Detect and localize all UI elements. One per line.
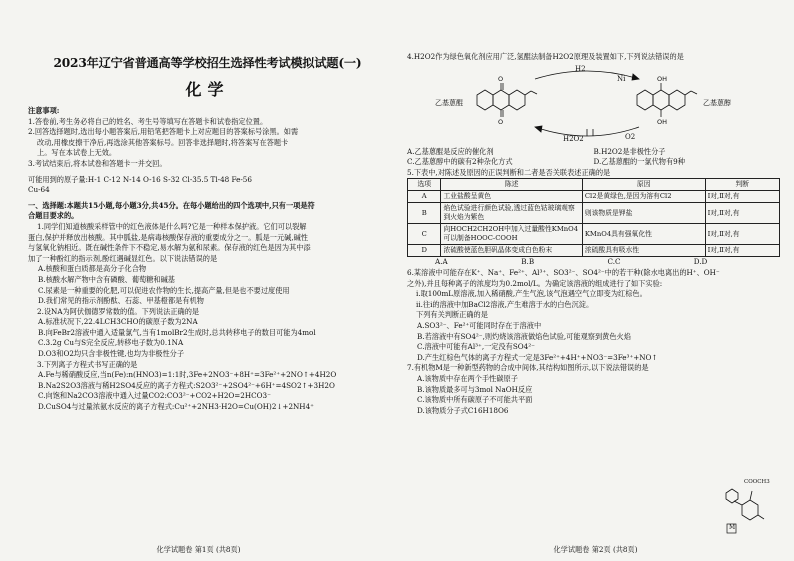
q6-stem: 6.某溶液中可能存在K⁺、Na⁺、Fe²⁺、Al³⁺、SO3²⁻、SO4²⁻中的若干种(除水电离出的H⁺、OH⁻ [407, 267, 720, 277]
q2-option-d: D.O3和O2均只含非极性键,也均为非极性分子 [38, 349, 185, 359]
q2-stem: 2.设NA为阿伏伽德罗常数的值。下列说法正确的是 [37, 306, 200, 316]
notice-line: 2.回答选择题时,选出每小题答案后,用铅笔把答题卡上对应题目的答案标号涂黑。如需 [28, 127, 299, 137]
q5-choice-c: C.C [607, 257, 621, 267]
q4-option-d: D.乙基蒽醌的一氯代物有9种 [593, 157, 685, 167]
q4-option-a: A.乙基蒽醌是反应的催化剂 [407, 146, 494, 156]
table-cell: Ⅰ对,Ⅱ对,有 [705, 224, 779, 245]
q7-option-c: C.该物质中所有碳原子不可能共平面 [417, 395, 533, 405]
q5-choice-b: B.B [521, 257, 535, 267]
table-header-row [408, 179, 780, 191]
svg-text:O: O [498, 74, 504, 83]
q6-stem: 之外),并且每种离子的浓度均为0.2mol/L。为确定该溶液的组成进行了如下实验: [407, 278, 663, 288]
table-cell: A [408, 191, 441, 203]
molecule-m-structure [722, 477, 778, 537]
table-cell: D [408, 245, 441, 257]
exam-title: 2023年辽宁省普通高等学校招生选择性考试模拟试题(一) [53, 56, 362, 70]
q2-option-b: B.向FeBr2溶液中通入适量氯气,当有1molBr2生成时,总共转移电子的数目可能为4mol [38, 327, 316, 337]
q1-option-b: B.核酸水解产物中含有磷酸、葡萄糖和碱基 [38, 274, 175, 284]
q1-stem: 蛋白,保护并释放出核酸。其中胍盐,是病毒核酸保存液的重要成分之一。胍是一元碱,碱性 [28, 232, 308, 242]
page-right [397, 0, 794, 561]
table-cell: B [408, 203, 441, 224]
table-row [408, 203, 780, 224]
struct-label-ester: COOCH3 [744, 479, 770, 485]
table-cell: 工业盐酸呈黄色 [441, 191, 582, 203]
table-header: 选项 [408, 179, 441, 191]
section-heading-cont: 合题目要求的。 [28, 211, 79, 221]
q5-stem: 5.下表中,对陈述及原因的正误判断和二者是否关联表述正确的是 [407, 167, 611, 177]
reaction-scheme [407, 65, 780, 145]
q1-option-d: D.我们常见的指示剂酚酞、石蕊、甲基橙都是有机物 [38, 296, 204, 306]
table-cell: 则该物质是钾盐 [582, 203, 705, 224]
notice-line: 3.考试结束后,将本试卷和答题卡一并交回。 [28, 158, 167, 168]
table-cell: Ⅰ对,Ⅱ对,有 [705, 203, 779, 224]
table-header: 判断 [705, 179, 779, 191]
subject-title: 化学 [185, 80, 230, 99]
q6-option-b: B.若溶液中有SO4²⁻,则灼烧该溶液做焰色试验,可能观察到黄色火焰 [417, 331, 631, 341]
q6-option-a: A.SO3²⁻、Fe²⁺可能同时存在于溶液中 [417, 320, 542, 330]
table-row [408, 191, 780, 203]
struct-label-m: M [729, 524, 736, 531]
q2-option-c: C.3.2g Cu与S完全反应,转移电子数为0.1NA [38, 338, 184, 348]
q4-stem: 4.H2O2作为绿色氧化剂应用广泛,氢醌法制备H2O2原理及装置如下,下列说法错误的是 [407, 52, 684, 61]
notice-line: 1.答卷前,考生务必将自己的姓名、考生号等填写在答题卡和试卷指定位置。 [28, 116, 268, 126]
q6-experiment-2: ⅱ.往ⅰ的溶液中加BaCl2溶液,产生难溶于水的白色沉淀。 [416, 299, 594, 309]
table-cell: Cl2是黄绿色,是因为溶有Cl2 [582, 191, 705, 203]
q5-choice-a: A.A [435, 257, 448, 267]
table-cell: 浓硫酸具有吸水性 [582, 245, 705, 257]
catalyst-ni: Ni [617, 74, 626, 83]
table-row [408, 245, 780, 257]
table-cell: 向HOCH2CH2OH中加入过量酸性KMnO4可以制备HOOC-COOH [441, 224, 582, 245]
q3-option-a: A.Fe与稀硝酸反应,当n(Fe):n(HNO3)=1:1时,3Fe+2NO3⁻+8H⁺=3Fe²⁺+2NO↑+4H2O [38, 370, 337, 380]
q3-option-b: B.Na2S2O3溶液与稀H2SO4反应的离子方程式:S2O3²⁻+2SO4²⁻+6H⁺=4SO2↑+3H2O [38, 380, 335, 390]
q3-option-d: D.CuSO4与过量浓氨水反应的离子方程式:Cu²⁺+2NH3·H2O=Cu(OH)2↓+2NH4⁺ [38, 402, 314, 412]
table-cell: KMnO4具有强氧化性 [582, 224, 705, 245]
svg-text:OH: OH [657, 117, 668, 126]
notice-line: 上。写在本试卷上无效。 [37, 148, 117, 158]
q2-option-a: A.标准状况下,22.4LCH3CHO的碳原子数为2NA [38, 317, 198, 327]
table-cell: Ⅰ对,Ⅱ对,有 [705, 245, 779, 257]
reagent-o2: O2 [625, 132, 636, 141]
q7-option-a: A.该物质中存在两个手性碳原子 [417, 373, 518, 383]
atomic-masses: 可能用到的原子量:H-1 C-12 N-14 O-16 S-32 Cl-35.5 Tl-48 Fe-56 [28, 174, 252, 184]
table-cell: C [408, 224, 441, 245]
page-footer-left: 化学试题卷 第1页 (共8页) [156, 545, 241, 554]
q1-stem: 与氢氧化钠相近。既在碱性条件下不稳定,易水解为氨和尿素。保存液的红色是因为其中添 [28, 243, 311, 253]
notice-heading: 注意事项: [28, 106, 60, 115]
table-row [408, 224, 780, 245]
q3-option-c: C.向饱和Na2CO3溶液中通入过量CO2:CO3²⁻+CO2+H2O=2HCO3⁻ [38, 391, 271, 401]
q3-stem: 3.下列离子方程式书写正确的是 [37, 359, 138, 369]
page-footer-right: 化学试题卷 第2页 (共8页) [553, 545, 638, 554]
product-h2o2: H2O2 [563, 134, 584, 143]
q1-stem: 加了一种酚红的指示剂,酚红遇碱显红色。以下说法错误的是 [28, 253, 218, 263]
q1-option-c: C.尿素是一种重要的化肥,可以促进农作物的生长,提高产量,但是也不要过度使用 [38, 285, 290, 295]
svg-text:OH: OH [657, 74, 668, 83]
q1-option-a: A.核酸和蛋白质都是高分子化合物 [38, 264, 147, 274]
reagent-h2: H2 [575, 64, 586, 73]
label-ethylanthrahydroquinone: 乙基蒽醇 [703, 98, 731, 107]
section-heading: 一、选择题:本题共15小题,每小题3分,共45分。在每小题给出的四个选项中,只有一项是符 [28, 200, 315, 210]
q7-option-b: B.该物质最多可与3mol NaOH反应 [417, 384, 533, 394]
q7-option-d: D.该物质分子式C16H18O6 [417, 405, 509, 415]
q5-table [407, 178, 780, 257]
table-cell: 焰色试验进行颜色试验,透过蓝色钴玻璃观察到火焰为紫色 [441, 203, 582, 224]
table-cell: 浓硫酸使蓝色胆矾晶体变成白色粉末 [441, 245, 582, 257]
q4-option-c: C.乙基蒽醇中的碳有2种杂化方式 [407, 157, 513, 167]
q6-experiment-1: ⅰ.取100mL原溶液,加入稀硝酸,产生气泡,该气泡遇空气立即变为红棕色。 [416, 289, 647, 299]
q1-stem: 1.同学们知道核酸采样管中的红色液体是什么吗?它是一种样本保护液。它们可以裂解 [37, 221, 307, 231]
q5-choices [407, 257, 780, 268]
atomic-masses-cont: Cu-64 [28, 185, 50, 195]
q4-option-b: B.H2O2是非极性分子 [593, 146, 666, 156]
q4-options [407, 147, 780, 168]
table-cell: Ⅰ对,Ⅱ对,有 [705, 191, 779, 203]
table-header: 原因 [582, 179, 705, 191]
label-ethylanthraquinone: 乙基蒽醌 [435, 98, 463, 107]
svg-text:O: O [498, 117, 504, 126]
table-header: 陈述 [441, 179, 582, 191]
q6-question: 下列有关判断正确的是 [416, 310, 488, 320]
q6-option-d: D.产生红棕色气体的离子方程式一定是3Fe²⁺+4H⁺+NO3⁻=3Fe³⁺+NO↑ [417, 352, 658, 362]
notice-line: 改动,用橡皮擦干净后,再选涂其他答案标号。回答非选择题时,将答案写在答题卡 [37, 137, 289, 147]
q5-choice-d: D.D [693, 257, 708, 267]
q7-stem: 7.有机物M是一种新型药物的合成中间体,其结构如图所示,以下说法错误的是 [407, 363, 649, 373]
q6-option-c: C.溶液中可能有Al³⁺,一定没有SO4²⁻ [417, 342, 535, 352]
